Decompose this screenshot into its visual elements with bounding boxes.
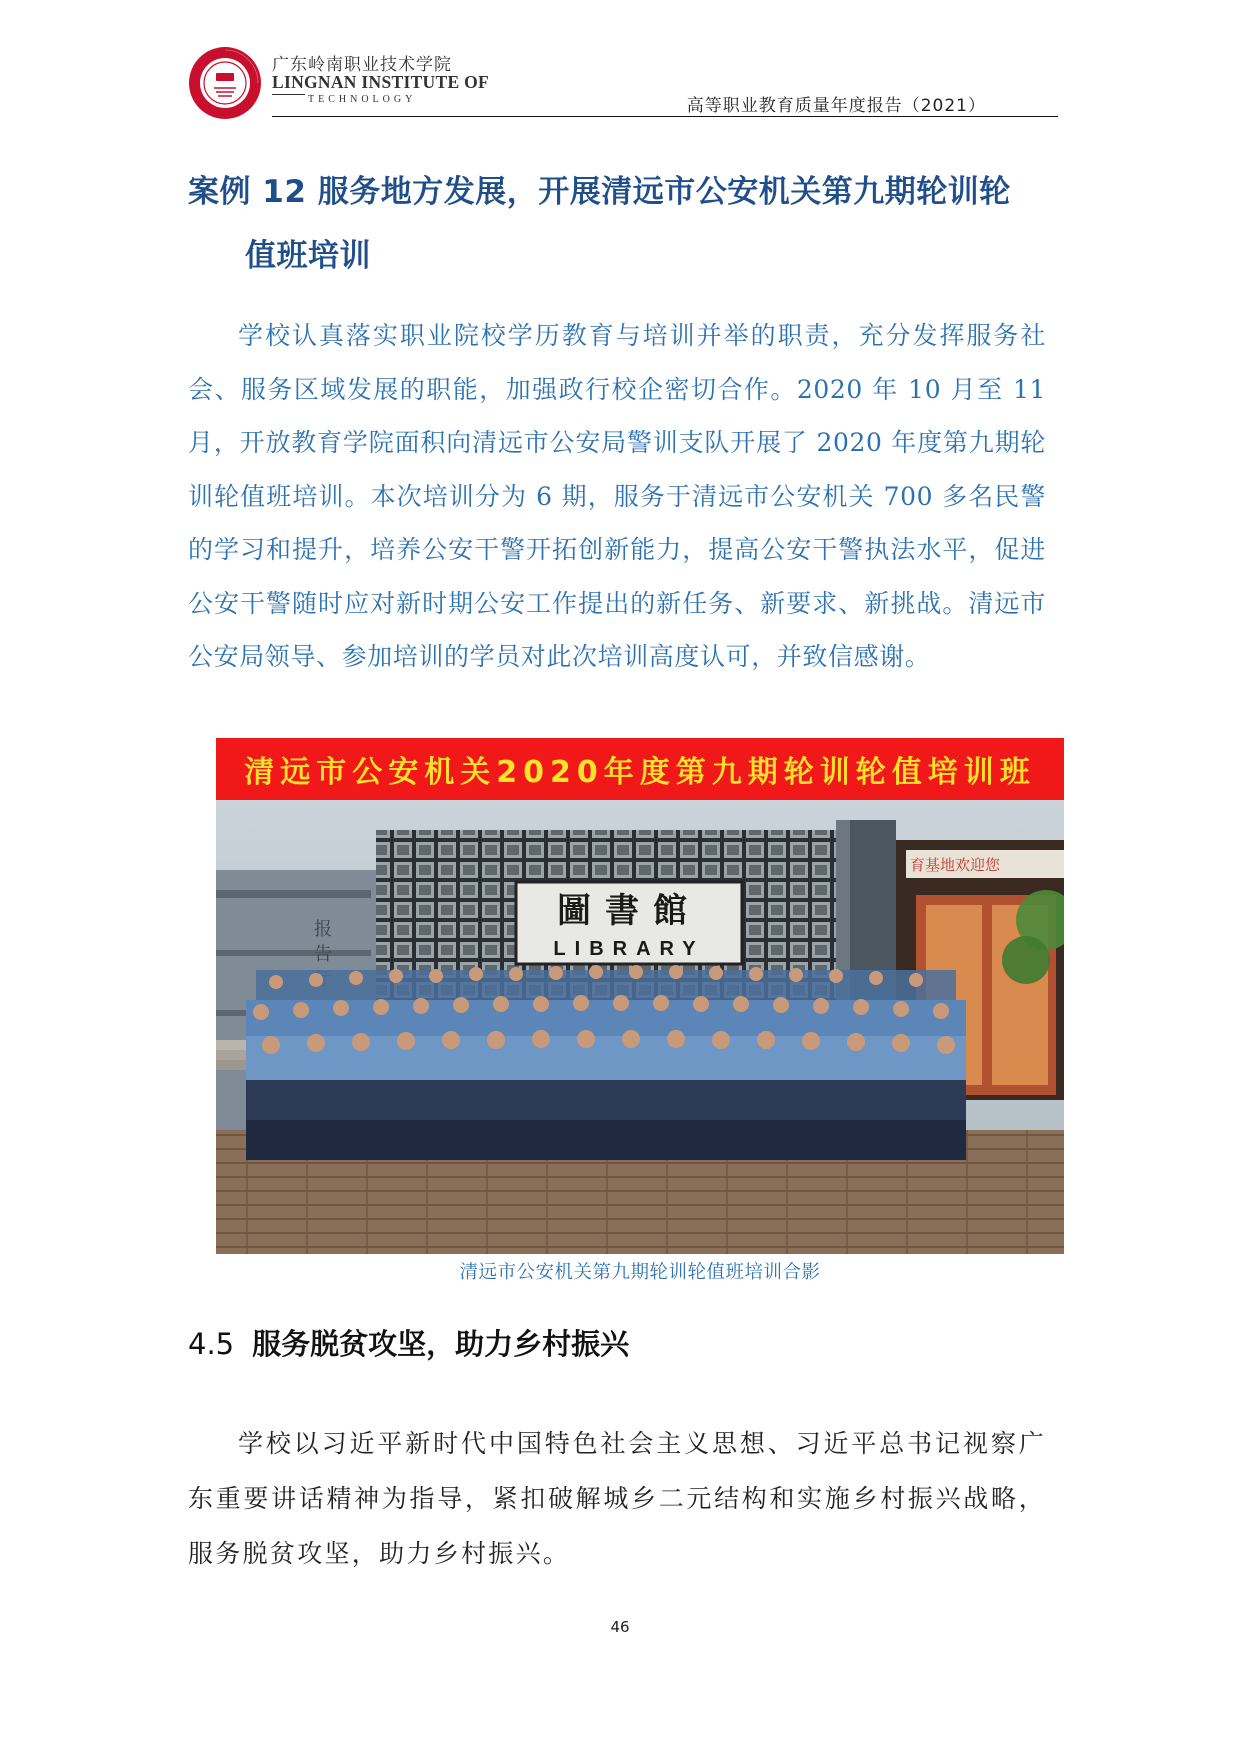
- wall-text-char-2: 告: [314, 944, 332, 965]
- school-name-english-line2: TECHNOLOGY: [308, 94, 417, 105]
- library-sign-chinese: 圖書館: [557, 891, 701, 931]
- school-name-english: LINGNAN INSTITUTE OF: [272, 72, 490, 92]
- page-number: 46: [610, 1618, 630, 1636]
- header-divider: [272, 116, 1058, 117]
- section-paragraph: 学校以习近平新时代中国特色社会主义思想、习近平总书记视察广东重要讲话精神为指导，紧扣破解城乡二元结构和实施乡村振兴战略，服务脱贫攻坚，助力乡村振兴。: [188, 1429, 1046, 1568]
- school-name-chinese: 广东岭南职业技术学院: [272, 55, 452, 75]
- page-header: [188, 36, 1058, 120]
- photo-caption: 清远市公安机关第九期轮训轮值班培训合影: [459, 1262, 821, 1283]
- case-heading: [188, 160, 1058, 288]
- header-small-rule: [272, 94, 305, 95]
- report-title: 高等职业教育质量年度报告（2021）: [686, 96, 986, 116]
- shop-sign-text: 育基地欢迎您: [910, 856, 1001, 874]
- group-photo: [216, 738, 1064, 1254]
- case-paragraph: 学校认真落实职业院校学历教育与培训并举的职责，充分发挥服务社会、服务区域发展的职能，加强政行校企密切合作。2020 年 10 月至 11 月，开放教育学院面积向清远市公安局警训支队开展了 2020 年度第九期轮训轮值班培训。本次培训分为 6 期，服务于清远市公安机关 700 多名民警的学习和提升，培养公安干警开拓创新能力，提高公安干警执法水平，促进公安干警随时应对新时期公安工作提出的新任务、新要求、新挑战。清远市公安局领导、参加培训的学员对此次培训高度认可，并致信感谢。: [188, 321, 1046, 671]
- photo-banner: 清远市公安机关2020年度第九期轮训轮值培训班: [216, 738, 1064, 800]
- section-heading: [188, 1322, 629, 1363]
- library-sign-english: LIBRARY: [553, 938, 705, 960]
- case-heading-line1: 案例 12 服务地方发展，开展清远市公安机关第九期轮训轮: [188, 174, 1011, 210]
- section-number: 4.5: [188, 1327, 235, 1361]
- section-title: 服务脱贫攻坚，助力乡村振兴: [252, 1327, 630, 1361]
- wall-text-char-1: 报: [314, 919, 332, 940]
- school-logo: [188, 46, 262, 120]
- school-logo-emblem: [188, 46, 262, 120]
- crowd: [246, 970, 966, 1160]
- group-photo-scene: [216, 800, 1064, 1254]
- case-heading-line2: 值班培训: [245, 238, 371, 274]
